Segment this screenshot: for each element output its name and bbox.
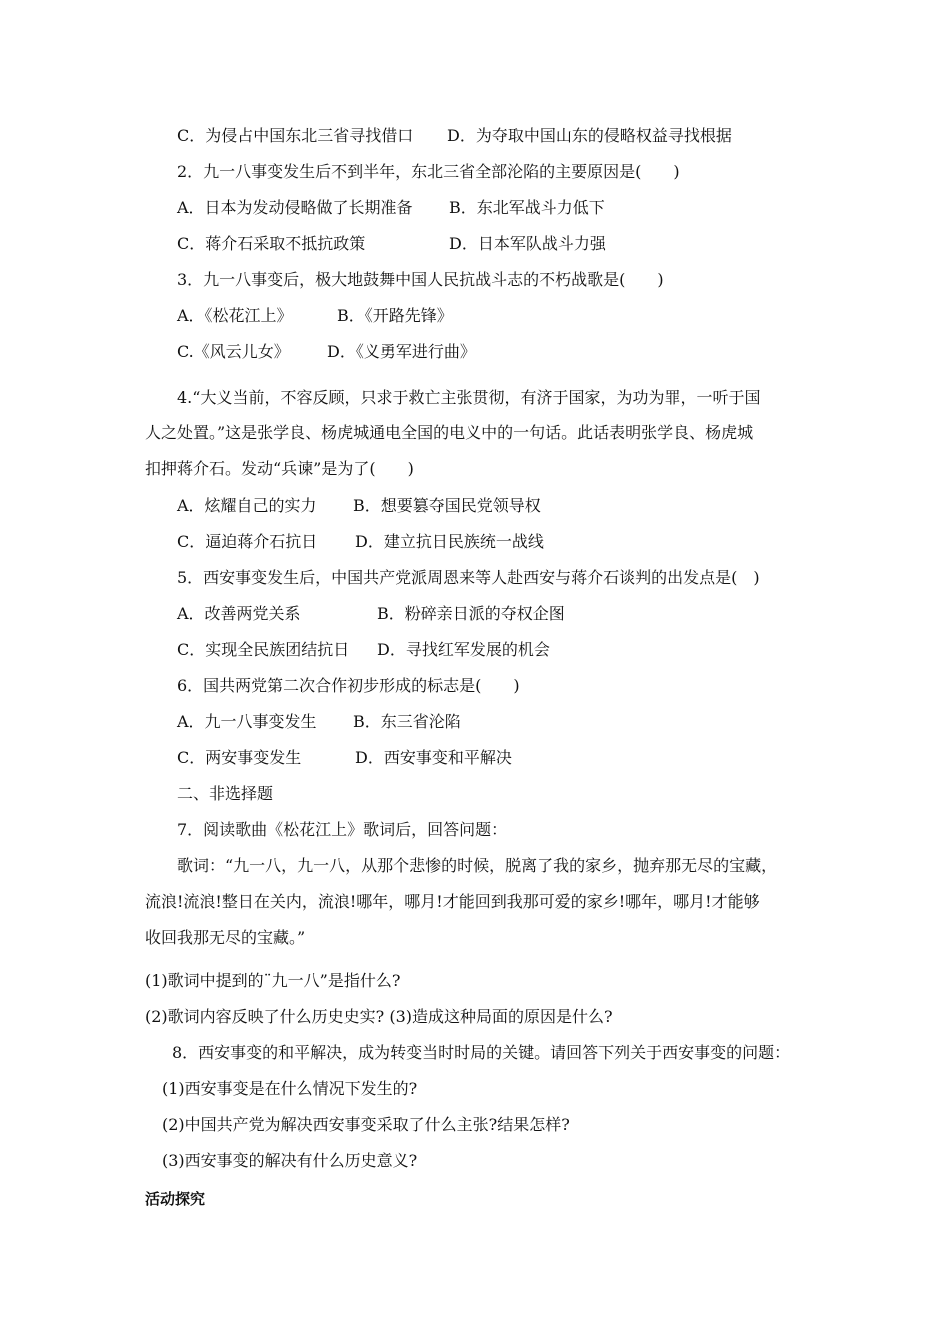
q4-options-cd: [177, 531, 544, 553]
q3-option-a: A．《松花江上》: [177, 306, 293, 325]
q2-option-c: C．蒋介石采取不抵抗政策: [177, 234, 366, 253]
section-heading-non-choice: 二、非选择题: [177, 784, 274, 803]
q6-option-a: A．九一八事变发生: [177, 712, 317, 731]
q8-sub-2: (2)中国共产党为解决西安事变采取了什么主张?结果怎样?: [162, 1115, 570, 1134]
q8-sub-3: (3)西安事变的解决有什么历史意义?: [162, 1151, 418, 1170]
q2-options-ab: [177, 197, 605, 219]
question-2: 2．九一八事变发生后不到半年，东北三省全部沦陷的主要原因是( ): [177, 162, 680, 181]
q4-option-b: B．想要篡夺国民党领导权: [353, 496, 541, 515]
q4-options-ab: [177, 495, 541, 517]
question-3: 3．九一八事变后，极大地鼓舞中国人民抗战斗志的不朽战歌是( ): [177, 270, 664, 289]
q2-option-b: B．东北军战斗力低下: [449, 198, 605, 217]
q1-option-d: D．为夺取中国山东的侵略权益寻找根据: [447, 126, 732, 145]
q2-option-a: A．日本为发动侵略做了长期准备: [177, 198, 413, 217]
q7-sub-1: (1)歌词中提到的¨九一八”是指什么?: [145, 971, 401, 990]
question-7: 7．阅读歌曲《松花江上》歌词后，回答问题：: [177, 820, 508, 839]
q6-option-b: B．东三省沦陷: [353, 712, 461, 731]
question-8: 8．西安事变的和平解决，成为转变当时时局的关键。请回答下列关于西安事变的问题：: [172, 1043, 791, 1062]
q6-options-cd: [177, 747, 512, 769]
question-5: 5．西安事变发生后，中国共产党派周恩来等人赴西安与蒋介石谈判的出发点是( ): [177, 568, 760, 587]
q5-option-c: C．实现全民族团结抗日: [177, 640, 350, 659]
q3-options-cd: [177, 341, 476, 363]
q1-options-cd: [177, 125, 732, 147]
q6-option-d: D．西安事变和平解决: [355, 748, 512, 767]
q5-options-cd: [177, 639, 550, 661]
q3-option-d: D．《义勇军进行曲》: [327, 342, 476, 361]
q7-sub-2-3: (2)歌词内容反映了什么历史史实? (3)造成这种局面的原因是什么?: [145, 1007, 613, 1026]
q4-option-c: C．逼迫蒋介石抗日: [177, 532, 318, 551]
q7-lyric-line-1: 歌词：“九一八，九一八，从那个悲惨的时候，脱离了我的家乡，抛弃那无尽的宝藏，: [177, 856, 778, 875]
q5-option-a: A．改善两党关系: [177, 604, 301, 623]
q1-option-c: C．为侵占中国东北三省寻找借口: [177, 126, 414, 145]
question-4-line-3: 扣押蒋介石。发动“兵谏”是为了( ): [145, 459, 414, 478]
q2-options-cd: [177, 233, 606, 255]
q8-sub-1: (1)西安事变是在什么情况下发生的?: [162, 1079, 418, 1098]
q3-option-b: B．《开路先锋》: [337, 306, 453, 325]
q3-option-c: C.《风云儿女》: [177, 342, 290, 361]
q7-lyric-line-3: 收回我那无尽的宝藏。”: [145, 928, 306, 947]
q7-lyric-line-2: 流浪!流浪!整日在关内，流浪!哪年，哪月!才能回到我那可爱的家乡!哪年，哪月!才能够: [145, 892, 760, 911]
q5-option-d: D．寻找红军发展的机会: [377, 640, 550, 659]
q6-option-c: C．两安事变发生: [177, 748, 302, 767]
q2-option-d: D．日本军队战斗力强: [449, 234, 606, 253]
q4-option-d: D．建立抗日民族统一战线: [355, 532, 544, 551]
q3-options-ab: [177, 305, 453, 327]
question-4-line-1: 4.“大义当前，不容反顾，只求于救亡主张贯彻，有济于国家，为功为罪，一听于国: [177, 388, 761, 407]
q5-option-b: B．粉碎亲日派的夺权企图: [377, 604, 565, 623]
question-4-line-2: 人之处置。”这是张学良、杨虎城通电全国的电义中的一句话。此话表明张学良、杨虎城: [145, 423, 754, 442]
q6-options-ab: [177, 711, 461, 733]
q5-options-ab: [177, 603, 565, 625]
q4-option-a: A．炫耀自己的实力: [177, 496, 317, 515]
question-6: 6．国共两党第二次合作初步形成的标志是( ): [177, 676, 520, 695]
activity-heading: 活动探究: [145, 1190, 206, 1208]
